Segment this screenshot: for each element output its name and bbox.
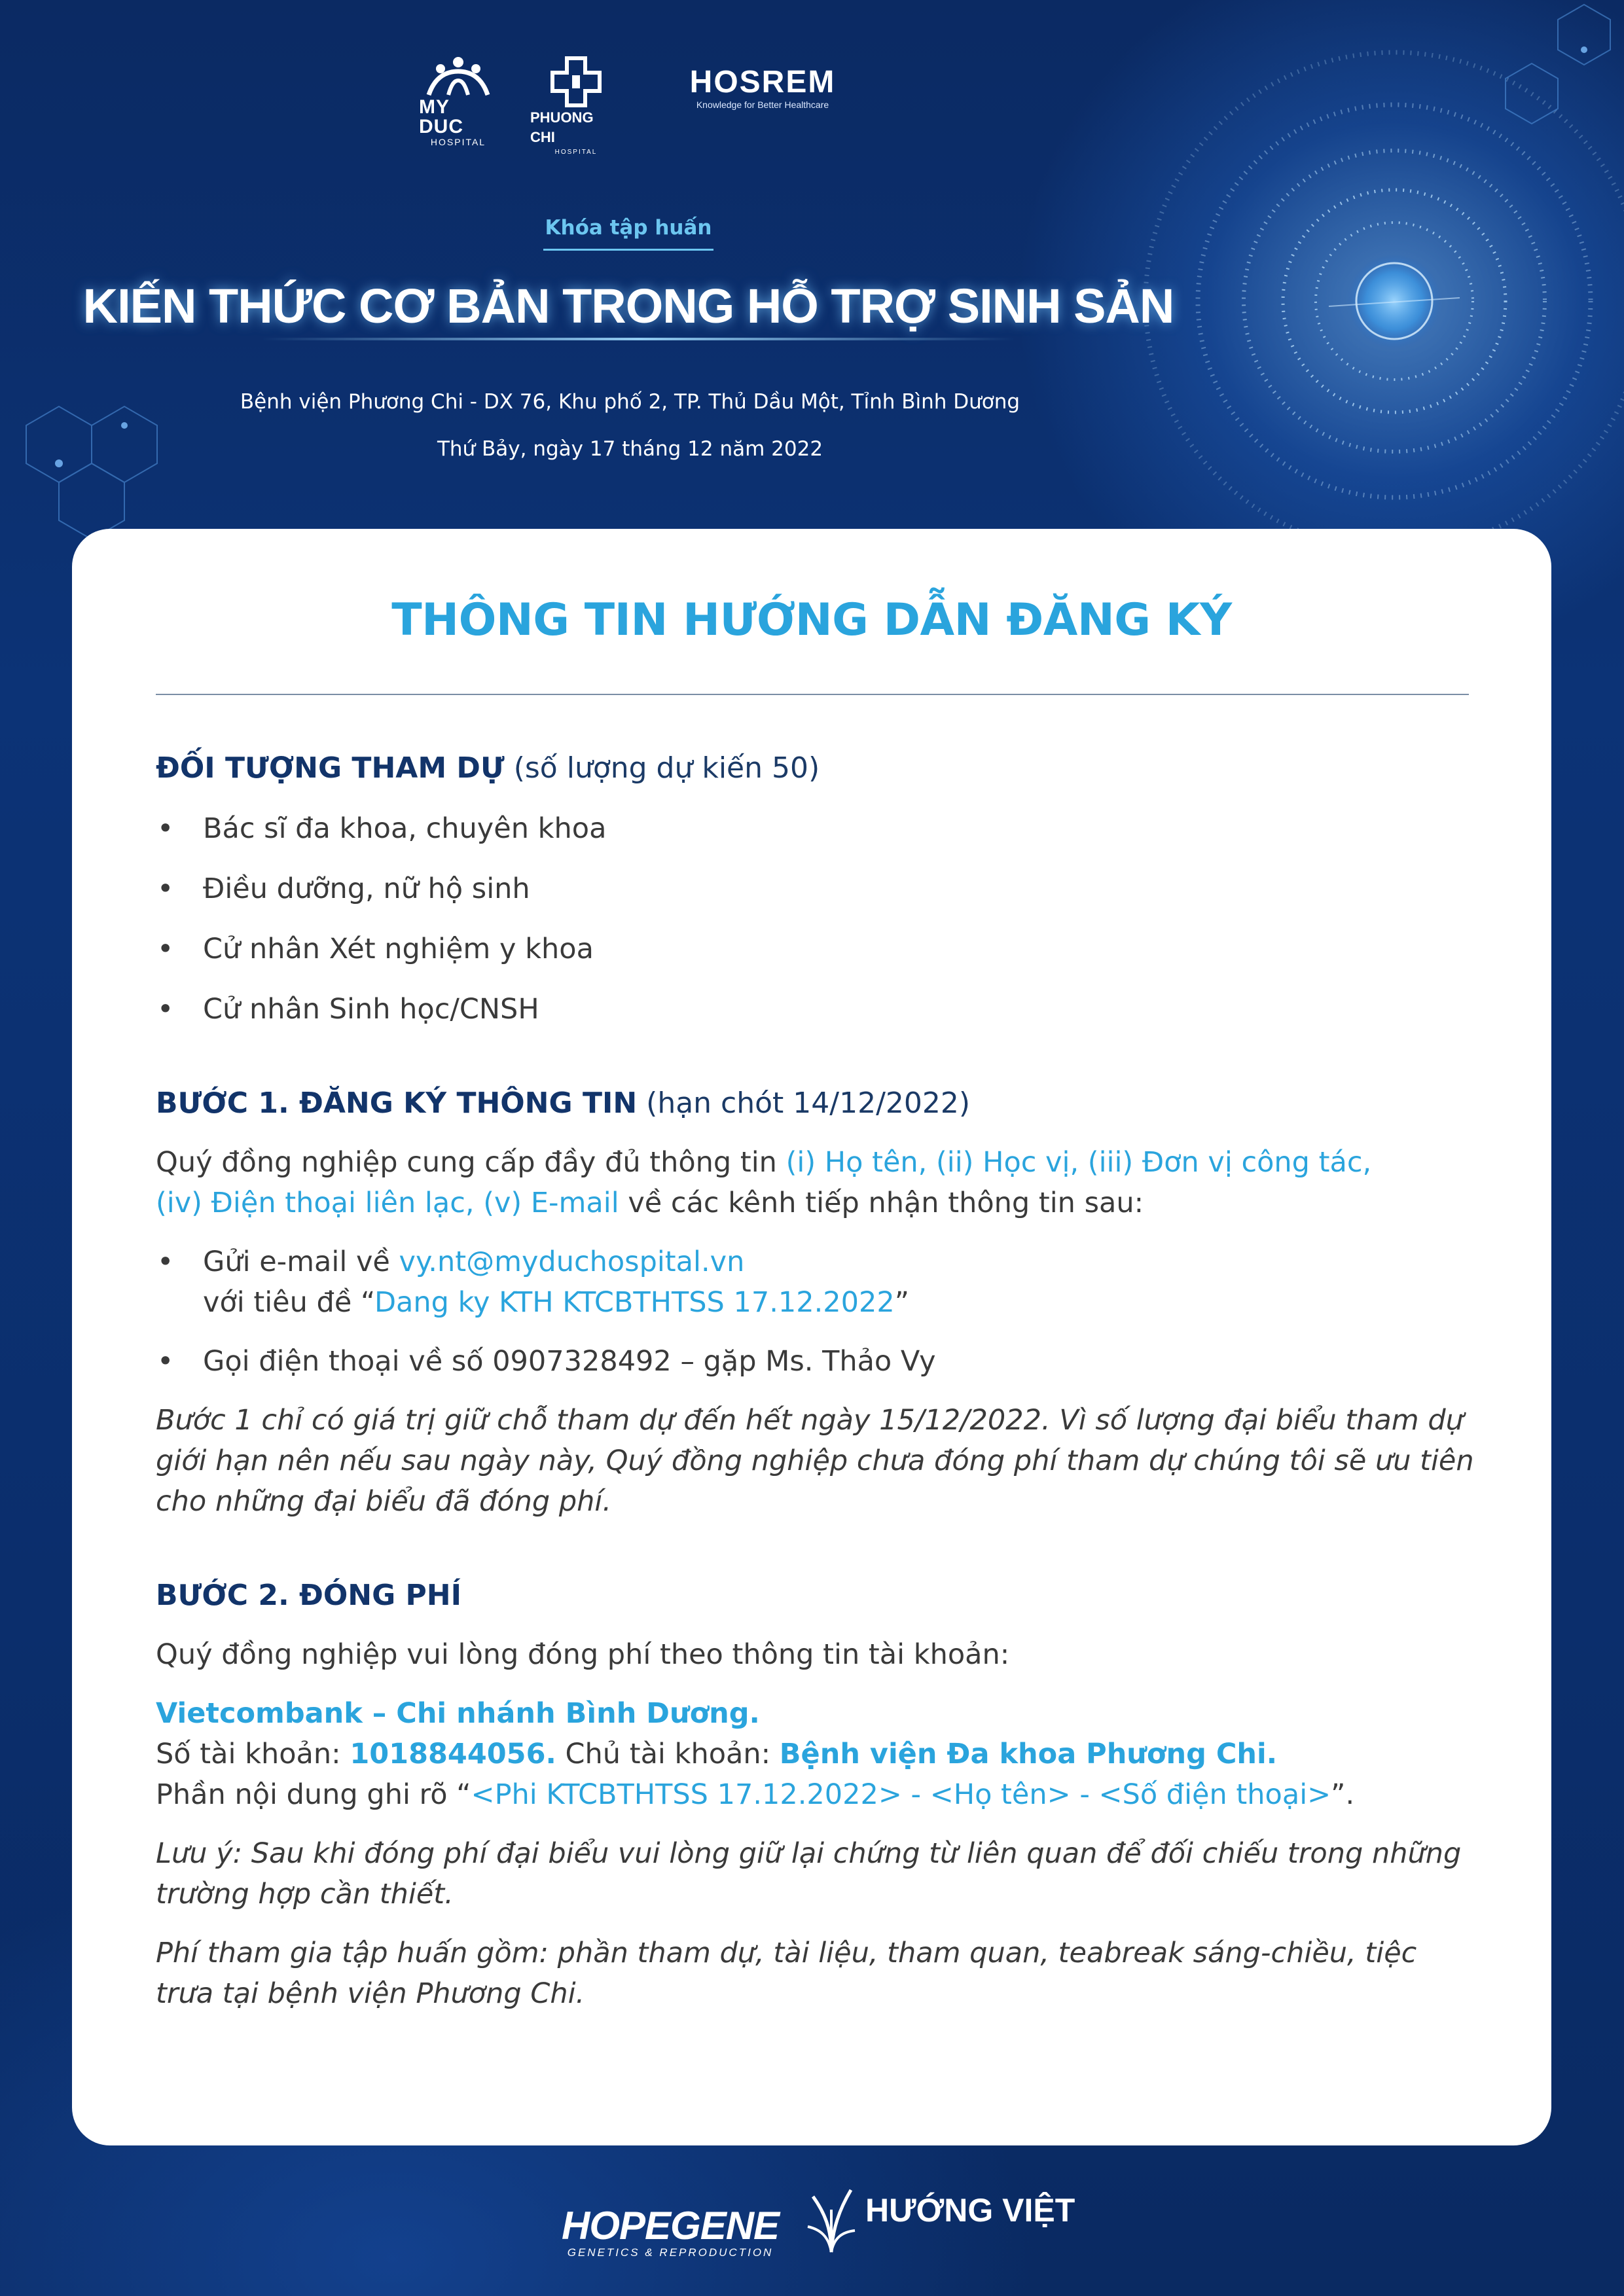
- phuong-chi-cross-icon: [549, 56, 604, 108]
- course-label: Khóa tập huấn: [543, 216, 713, 251]
- huong-viet-name: HƯỚNG VIỆT: [865, 2192, 1075, 2229]
- audience-note: (số lượng dự kiến 50): [513, 751, 820, 785]
- step1-heading-text: BƯỚC 1. ĐĂNG KÝ THÔNG TIN: [156, 1086, 638, 1120]
- bank-name: Vietcombank – Chi nhánh Bình Dương.: [156, 1697, 760, 1730]
- phone-line: Gọi điện thoại về số 0907328492 – gặp Ms. Thảo Vy: [203, 1345, 936, 1378]
- title-glow-line: [262, 338, 1015, 340]
- hopegene-logo: [562, 2206, 779, 2259]
- venue-text: Bệnh viện Phương Chi - DX 76, Khu phố 2, TP. Thủ Dầu Một, Tỉnh Bình Dương: [240, 390, 1020, 414]
- footer-sponsors: [0, 2179, 1624, 2271]
- bank-details: [156, 1693, 1478, 1815]
- account-label: Số tài khoản:: [156, 1738, 350, 1770]
- audience-item: Cử nhân Sinh học/CNSH: [203, 993, 539, 1026]
- bullet-icon: •: [157, 812, 174, 845]
- step1-intro-b: về các kênh tiếp nhận thông tin sau:: [619, 1187, 1144, 1219]
- registration-info-card: [72, 529, 1551, 2145]
- step2-note-fees: Phí tham gia tập huấn gồm: phần tham dự, tài liệu, tham quan, teabreak sáng-chiều, tiệc trưa tại bệnh viện Phương Chi.: [156, 1937, 1417, 2010]
- bullet-icon: •: [157, 1345, 174, 1378]
- phone-instruction: [156, 1341, 1478, 1382]
- hosrem-tagline: Knowledge for Better Healthcare: [696, 99, 829, 110]
- transfer-content: <Phi KTCBTHTSS 17.12.2022> - <Họ tên> - <Số điện thoại>: [471, 1778, 1331, 1811]
- bullet-icon: •: [157, 1246, 174, 1278]
- step1-fields-2: (iv) Điện thoại liên lạc, (v) E-mail: [156, 1187, 619, 1219]
- list-item: [156, 869, 1478, 909]
- audience-heading: [156, 748, 1478, 789]
- list-item: [156, 989, 1478, 1030]
- subject-suffix: ”: [894, 1286, 909, 1319]
- step1-note: (hạn chót 14/12/2022): [646, 1086, 971, 1120]
- step2-heading: [156, 1575, 1478, 1616]
- audience-heading-text: ĐỐI TƯỢNG THAM DỰ: [156, 751, 505, 785]
- list-item: [156, 808, 1478, 849]
- email-subject: Dang ky KTH KTCBTHTSS 17.12.2022: [374, 1286, 895, 1319]
- hopegene-name: HOPEGENE: [562, 2204, 780, 2248]
- date-text: Thứ Bảy, ngày 17 tháng 12 năm 2022: [437, 437, 823, 461]
- step2-intro: Quý đồng nghiệp vui lòng đóng phí theo thông tin tài khoản:: [156, 1638, 1010, 1671]
- my-duc-sub: HOSPITAL: [430, 137, 486, 147]
- hosrem-logo: [677, 65, 848, 110]
- phuong-chi-hospital-logo: [530, 56, 622, 158]
- content-label: Phần nội dung ghi rõ “: [156, 1778, 471, 1811]
- phuong-chi-sub: HOSPITAL: [554, 149, 598, 156]
- hosrem-name: HOSREM: [689, 65, 836, 99]
- course-title: KIẾN THỨC CƠ BẢN TRONG HỖ TRỢ SINH SẢN: [82, 279, 1174, 333]
- account-number: 1018844056.: [350, 1738, 556, 1770]
- bullet-icon: •: [157, 993, 174, 1026]
- bullet-icon: •: [157, 933, 174, 965]
- step1-fields-1: (i) Họ tên, (ii) Học vị, (iii) Đơn vị công tác,: [785, 1146, 1372, 1179]
- subject-prefix: với tiêu đề “: [203, 1286, 374, 1319]
- content-suffix: ”.: [1331, 1778, 1355, 1811]
- hopegene-sub: GENETICS & REPRODUCTION: [567, 2246, 774, 2259]
- step1-intro-a: Quý đồng nghiệp cung cấp đầy đủ thông tin: [156, 1146, 786, 1179]
- email-prefix: Gửi e-mail về: [203, 1246, 399, 1278]
- step1-italic-note: Bước 1 chỉ có giá trị giữ chỗ tham dự đến hết ngày 15/12/2022. Vì số lượng đại biểu tham dự giới hạn nên nếu sau ngày này, Quý đồng nghiệp chưa đóng phí tham dự chúng tôi sẽ ưu tiên cho những đại biểu đã đóng phí.: [156, 1404, 1474, 1518]
- huong-viet-logo: [805, 2183, 1075, 2255]
- audience-item: Bác sĩ đa khoa, chuyên khoa: [203, 812, 607, 845]
- email-instruction: [156, 1242, 1478, 1323]
- phuong-chi-name: PHUONG CHI: [530, 109, 594, 145]
- my-duc-hospital-logo: [419, 56, 497, 147]
- email-link[interactable]: vy.nt@myduchospital.vn: [399, 1246, 745, 1278]
- audience-item: Điều dưỡng, nữ hộ sinh: [203, 872, 530, 905]
- card-divider: [156, 694, 1469, 695]
- holder-label: Chủ tài khoản:: [556, 1738, 780, 1770]
- step1-intro: [156, 1142, 1478, 1223]
- step2-heading-text: BƯỚC 2. ĐÓNG PHÍ: [156, 1579, 461, 1612]
- account-holder: Bệnh viện Đa khoa Phương Chi.: [779, 1738, 1278, 1770]
- step1-heading: [156, 1083, 1478, 1124]
- step2-note-receipts: Lưu ý: Sau khi đóng phí đại biểu vui lòng giữ lại chứng từ liên quan để đối chiếu trong những trường hợp cần thiết.: [156, 1837, 1462, 1910]
- audience-item: Cử nhân Xét nghiệm y khoa: [203, 933, 594, 965]
- my-duc-name: MY DUC: [419, 96, 463, 137]
- huong-viet-plant-icon: [805, 2183, 857, 2255]
- card-title: THÔNG TIN HƯỚNG DẪN ĐĂNG KÝ: [391, 594, 1232, 646]
- list-item: [156, 929, 1478, 969]
- bullet-icon: •: [157, 872, 174, 905]
- my-duc-people-icon: [422, 56, 494, 98]
- card-content: [156, 748, 1478, 2014]
